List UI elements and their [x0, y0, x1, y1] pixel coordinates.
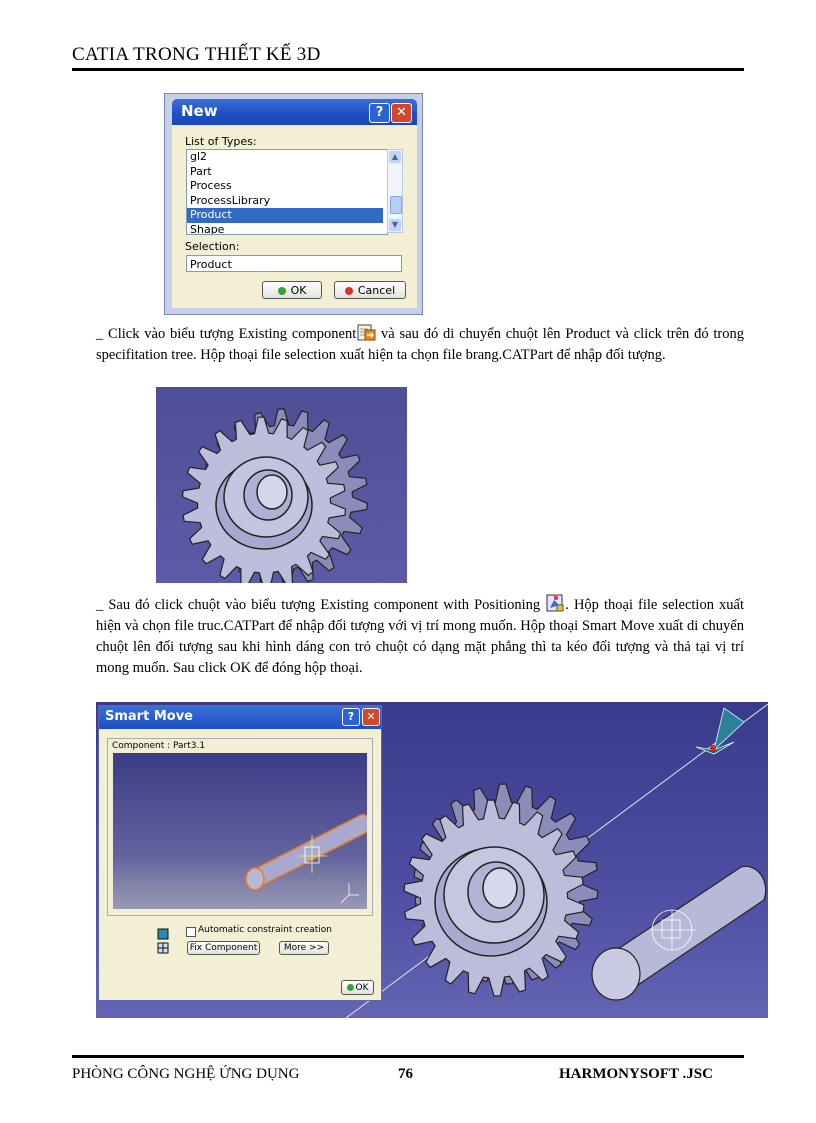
ok-icon [347, 984, 354, 991]
footer-page-number: 76 [398, 1066, 413, 1082]
paragraph-existing-component-positioning [96, 593, 744, 679]
scroll-down-icon[interactable]: ▼ [389, 219, 401, 231]
footer-rule [72, 1055, 744, 1058]
list-item[interactable]: Shape [190, 222, 225, 235]
smart-move-dialog [98, 705, 382, 1001]
paragraph-text: và sau đó di chuyển chuột lên Product và click trên đó trong specifitation tree. Hộp thoại file selection xuất hiện ta chọn file brang.CATPart để nhập đối tượng. [96, 326, 744, 363]
shaft-model [592, 866, 766, 1000]
cancel-icon [345, 287, 353, 295]
help-button[interactable]: ? [369, 103, 390, 123]
paragraph-text: _ Click vào biểu tượng Existing component [96, 326, 357, 342]
smart-move-ok-button[interactable] [341, 980, 374, 995]
header-rule [72, 68, 744, 71]
automatic-constraint-checkbox[interactable] [186, 927, 196, 937]
selection-input[interactable]: Product [186, 255, 402, 272]
scroll-thumb[interactable] [390, 196, 402, 214]
list-item[interactable]: Part [190, 164, 212, 178]
close-button[interactable]: ✕ [362, 708, 380, 726]
page-header-title: CATIA TRONG THIẾT KẾ 3D [72, 44, 321, 65]
scroll-up-icon[interactable]: ▲ [389, 151, 401, 163]
list-item[interactable]: gl2 [190, 150, 208, 163]
list-of-types-label: List of Types: [185, 135, 257, 148]
list-scrollbar[interactable] [387, 149, 403, 233]
automatic-constraint-label: Automatic constraint creation [198, 925, 332, 935]
selection-label: Selection: [185, 240, 240, 253]
component-frame [107, 738, 373, 916]
paragraph-text: _ Sau đó click chuột vào biểu tượng Existing component with Positioning [96, 597, 546, 613]
ok-icon [278, 287, 286, 295]
ok-button-label: OK [355, 983, 369, 993]
existing-component-with-positioning-icon [545, 593, 565, 613]
list-item-selected[interactable]: Product [187, 208, 383, 223]
footer-company: HARMONYSOFT .JSC [559, 1066, 713, 1082]
close-button[interactable]: ✕ [391, 103, 412, 123]
smart-move-titlebar [99, 706, 381, 729]
help-button[interactable]: ? [342, 708, 360, 726]
new-dialog-screenshot [164, 93, 423, 315]
new-dialog-title: New [181, 102, 218, 120]
constraint-icons [155, 928, 171, 956]
paragraph-existing-component [96, 322, 744, 366]
more-button[interactable]: More >> [279, 941, 329, 955]
types-list[interactable] [186, 149, 388, 235]
paragraph-text: . Hộp thoại file selection xuất hiện và chọn file truc.CATPart để nhập đối tượng với vị trí mong muốn. Hộp thoại Smart Move xuất di chuyển chuột lên đối tượng sau khi hình dáng con trỏ chuột có dạng mặt phẳng thì ta kéo đối tượng và thả tại vị trí mong muốn. Sau click OK để đóng hộp thoại. [96, 597, 744, 676]
footer-department: PHÒNG CÔNG NGHỆ ỨNG DỤNG [72, 1066, 300, 1082]
component-preview-viewer[interactable] [113, 753, 367, 909]
smart-move-title: Smart Move [105, 709, 193, 724]
new-dialog-titlebar [172, 99, 417, 125]
cancel-button[interactable] [334, 281, 406, 299]
cancel-button-label: Cancel [357, 284, 396, 297]
list-item[interactable]: ProcessLibrary [190, 193, 271, 207]
gear-render-image [156, 387, 407, 583]
existing-component-icon [356, 322, 376, 342]
ok-button-label: OK [290, 284, 307, 297]
list-item[interactable]: Process [190, 179, 232, 192]
smart-move-screenshot [96, 702, 768, 1018]
new-dialog-body [172, 125, 417, 308]
component-label: Component : Part3.1 [112, 741, 206, 751]
ok-button[interactable] [262, 281, 322, 299]
fix-component-button[interactable]: Fix Component [187, 941, 260, 955]
compass-icon [696, 708, 744, 754]
